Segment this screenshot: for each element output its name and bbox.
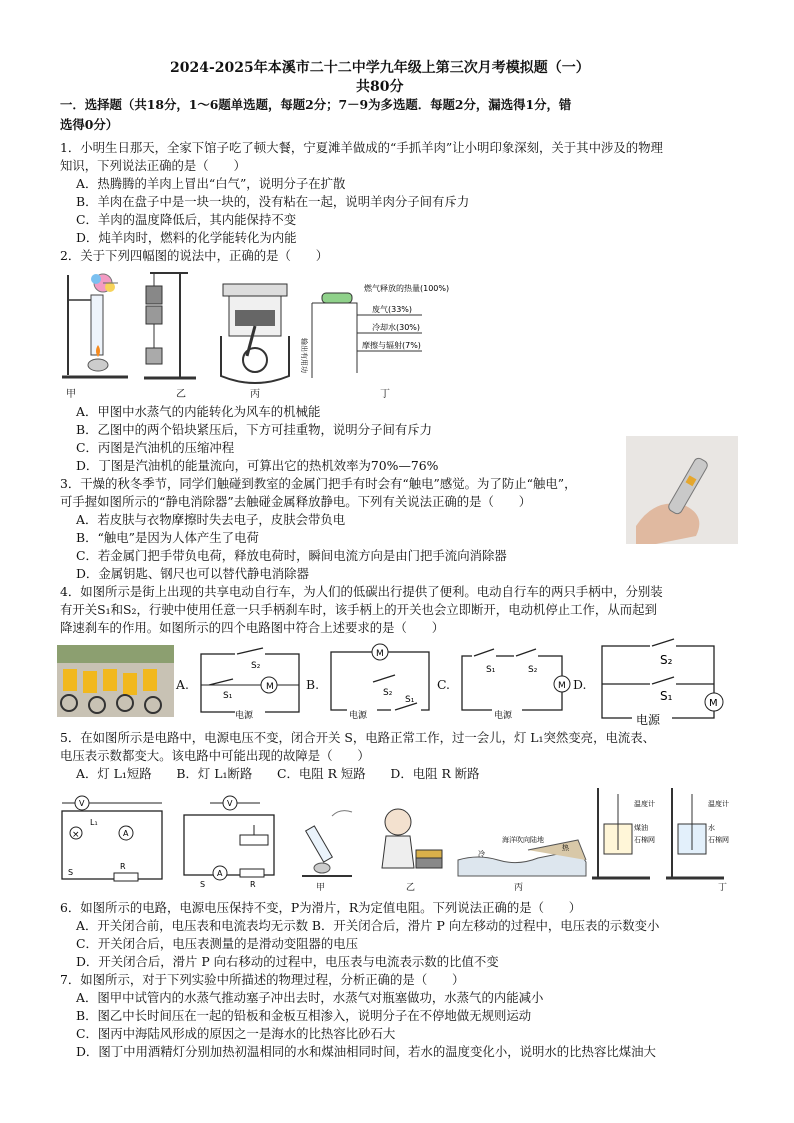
s1-d: S₁ <box>660 689 673 703</box>
static-eliminator-photo <box>626 436 738 544</box>
circuit-d <box>596 640 731 727</box>
power-b: 电源 <box>349 711 368 721</box>
heat-label: 热 <box>562 844 569 852</box>
q6-option-ab: A．开关闭合前，电压表和电流表均无示数 B．开关闭合后，滑片 P 向左移动的过程中，电压表的示数变小 <box>76 918 660 933</box>
total-score: 共80分 <box>356 79 404 95</box>
q4-stem: 4．如图所示是街上出现的共享电动自行车，为人们的低碳出行提供了便利。电动自行车的两只手柄中，分别装 <box>60 584 663 599</box>
q7-stem: 7．如图所示，对于下列实验中所描述的物理过程，分析正确的是（ ） <box>60 972 465 987</box>
q7-fig-bing <box>458 820 588 880</box>
q7-label-bing: 丙 <box>514 883 524 893</box>
circuit-b-label: B. <box>306 677 320 692</box>
s2-c: S₂ <box>528 665 538 675</box>
q7-option-c: C．图丙中海陆风形成的原因之一是海水的比热容比砂石大 <box>76 1026 396 1041</box>
q7-option-a: A．图甲中试管内的水蒸气推动塞子冲出去时，水蒸气对瓶塞做功，水蒸气的内能减小 <box>76 990 544 1005</box>
circuit-c-label: C. <box>437 677 450 692</box>
q1-option-c: C．羊肉的温度降低后，其内能保持不变 <box>76 212 297 227</box>
circuit-d-label: D. <box>573 677 587 692</box>
q7-label-ding: 丁 <box>718 883 728 893</box>
energy-exhaust: 废气(33%) <box>372 305 413 314</box>
q2-label-jia: 甲 <box>66 389 76 400</box>
motor-c: M <box>558 681 566 691</box>
q2-option-b: B．乙图中的两个铅块紧压后，下方可挂重物，说明分子间有斥力 <box>76 422 433 437</box>
q2-option-a: A．甲图中水蒸气的内能转化为风车的机械能 <box>76 404 321 419</box>
q1-option-d: D．炖羊肉时，燃料的化学能转化为内能 <box>76 230 297 245</box>
q6-stem: 6．如图所示的电路，电源电压保持不变，P为滑片，R为定值电阻。下列说法正确的是（ ） <box>60 900 582 915</box>
power-a: 电源 <box>235 711 254 721</box>
thermometer-2: 温度计 <box>708 800 729 808</box>
q5-circuit <box>58 795 168 885</box>
energy-useful: 输出有用功 <box>300 338 308 373</box>
q2-fig-bing <box>215 280 295 385</box>
q3-option-d: D．金属钥匙、钢尺也可以替代静电消除器 <box>76 566 309 581</box>
q5-amp: A <box>123 829 129 838</box>
motor-a: M <box>266 682 274 692</box>
section-heading-cont: 选得0分） <box>60 117 119 132</box>
water-label: 水 <box>708 824 715 832</box>
circuit-a <box>195 648 305 720</box>
q5-options: A．灯 L₁短路 B．灯 L₁断路 C．电阻 R 短路 D．电阻 R 断路 <box>76 766 480 781</box>
s2-d: S₂ <box>660 653 673 667</box>
q6-resistor: R <box>250 880 256 889</box>
oil-label: 煤油 <box>634 824 648 832</box>
s2-b: S₂ <box>383 688 393 698</box>
q5-stem: 5．在如图所示是电路中，电源电压不变，闭合开关 S，电路正常工作，过一会儿，灯 L₁突然变亮，电流表、 <box>60 730 656 745</box>
q3-option-a: A．若皮肤与衣物摩擦时失去电子，皮肤会带负电 <box>76 512 346 527</box>
q6-switch: S <box>200 880 206 889</box>
thermometer-1: 温度计 <box>634 800 655 808</box>
q5-volt: V <box>79 799 85 808</box>
s1-b: S₁ <box>405 695 415 705</box>
circuit-a-label: A. <box>176 677 189 692</box>
q7-option-b: B．图乙中长时间压在一起的铅板和金板互相渗入，说明分子在不停地做无规则运动 <box>76 1008 532 1023</box>
page-title: 2024-2025年本溪市二十二中学九年级上第三次月考模拟题（一） <box>170 60 590 76</box>
q2-label-yi: 乙 <box>176 389 186 400</box>
s2-a: S₂ <box>251 661 261 671</box>
q3-option-c: C．若金属门把手带负电荷，释放电荷时，瞬间电流方向是由门把手流向消除器 <box>76 548 507 563</box>
gauze-2: 石棉网 <box>708 836 729 844</box>
power-d: 电源 <box>636 713 661 727</box>
q7-label-yi: 乙 <box>406 883 416 893</box>
q6-amp: A <box>217 869 223 878</box>
q1-stem: 1．小明生日那天，全家下馆子吃了顿大餐，宁夏滩羊做成的“手抓羊肉”让小明印象深刻，关于其中涉及的物理 <box>60 140 663 155</box>
q2-option-c: C．丙图是汽油机的压缩冲程 <box>76 440 235 455</box>
q4-stem-cont2: 降速刹车的作用。如图所示的四个电路图中符合上述要求的是（ ） <box>60 620 445 635</box>
q7-label-jia: 甲 <box>316 883 326 893</box>
q2-label-bing: 丙 <box>250 389 260 400</box>
q2-stem: 2．关于下列四幅图的说法中，正确的是（ ） <box>60 248 329 263</box>
sea-wind: 海洋吹向陆地 <box>502 836 544 844</box>
q2-fig-yi <box>140 268 200 383</box>
q3-stem-cont: 可手握如图所示的“静电消除器”去触碰金属释放静电。下列有关说法正确的是（ ） <box>60 494 532 509</box>
q3-stem: 3．干燥的秋冬季节，同学们触碰到教室的金属门把手有时会有“触电”感觉。为了防止“触电”， <box>60 476 577 491</box>
q5-stem-cont: 电压表示数都变大。该电路中可能出现的故障是（ ） <box>60 748 370 763</box>
q5-resistor: R <box>120 862 126 871</box>
energy-coolant: 冷却水(30%) <box>372 323 421 332</box>
q5-lamp: L₁ <box>90 818 98 827</box>
energy-friction: 摩擦与辐射(7%) <box>362 341 421 350</box>
s1-c: S₁ <box>486 665 496 675</box>
cold-label: 冷 <box>478 850 485 858</box>
q7-option-d: D．图丁中用酒精灯分别加热初温相同的水和煤油相同时间，若水的温度变化小，说明水的比热容比煤油大 <box>76 1044 656 1059</box>
q6-option-c: C．开关闭合后，电压表测量的是滑动变阻器的电压 <box>76 936 359 951</box>
q1-stem-cont: 知识，下列说法正确的是（ ） <box>60 158 246 173</box>
q4-stem-cont: 有开关S₁和S₂，行驶中使用任意一只手柄刹车时，该手柄上的开关也会立即断开，电动机停止工作，从而起到 <box>60 602 657 617</box>
q6-circuit <box>180 795 280 890</box>
section-heading: 一．选择题（共18分，1～6题单选题，每题2分；7－9为多选题．每题2分，漏选得1分，错 <box>60 97 572 112</box>
q2-option-d: D．丁图是汽油机的能量流向，可算出它的热机效率为70%—76% <box>76 458 439 473</box>
gauze-1: 石棉网 <box>634 836 655 844</box>
shared-bikes-photo <box>57 645 174 717</box>
q7-fig-yi <box>372 798 452 883</box>
q3-option-b: B．“触电”是因为人体产生了电荷 <box>76 530 259 545</box>
q6-option-d: D．开关闭合后，滑片 P 向右移动的过程中，电压表与电流表示数的比值不变 <box>76 954 499 969</box>
energy-source: 燃气释放的热量(100%) <box>364 284 450 293</box>
power-c: 电源 <box>494 711 513 721</box>
q5-switch: S <box>68 868 74 877</box>
circuit-c <box>456 640 576 720</box>
motor-d: M <box>709 698 718 709</box>
q1-option-b: B．羊肉在盘子中是一块一块的，没有粘在一起，说明羊肉分子间有斥力 <box>76 194 470 209</box>
q2-label-ding: 丁 <box>380 389 390 400</box>
q6-volt: V <box>227 799 233 808</box>
q7-fig-ding <box>590 784 740 884</box>
svg-text:×: × <box>72 830 80 840</box>
motor-b: M <box>376 649 384 659</box>
q1-option-a: A．热腾腾的羊肉上冒出“白气”，说明分子在扩散 <box>76 176 346 191</box>
s1-a: S₁ <box>223 691 233 701</box>
q7-fig-jia <box>292 796 362 881</box>
q2-fig-ding <box>300 283 450 383</box>
circuit-b <box>325 640 435 720</box>
